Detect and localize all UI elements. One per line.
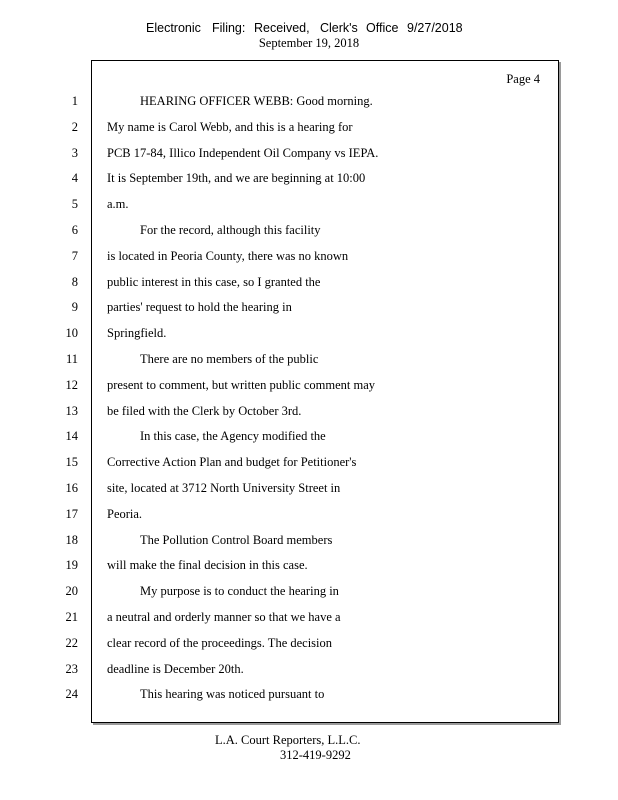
line-number: 19	[65, 558, 78, 573]
line-number: 7	[71, 248, 78, 263]
line-text: site, located at 3712 North University Street in	[107, 481, 341, 495]
line-number: 15	[65, 455, 78, 470]
line-text: In this case, the Agency modified the	[140, 429, 326, 444]
stamp-word: Office	[366, 21, 399, 35]
line-number: 4	[71, 171, 78, 186]
line-number: 3	[71, 145, 78, 160]
transcript-line	[0, 687, 618, 707]
line-number: 2	[71, 119, 78, 134]
transcript-line	[0, 300, 618, 320]
line-number: 12	[65, 377, 78, 392]
reporter-company: L.A. Court Reporters, L.L.C.	[215, 733, 361, 747]
transcript-line	[0, 533, 618, 553]
line-number: 13	[65, 403, 78, 418]
line-text: My purpose is to conduct the hearing in	[140, 584, 339, 599]
transcript-line	[0, 275, 618, 295]
transcript-line	[0, 249, 618, 269]
line-number: 21	[65, 610, 78, 624]
transcript-line	[0, 610, 618, 630]
line-number: 11	[65, 352, 78, 366]
line-number: 1	[71, 94, 78, 108]
line-text: be filed with the Clerk by October 3rd.	[107, 403, 302, 418]
line-text: public interest in this case, so I granted the	[107, 274, 321, 289]
line-number: 24	[65, 687, 78, 702]
line-text: a neutral and orderly manner so that we have a	[107, 610, 341, 624]
stamp-word: Clerk's	[320, 21, 358, 35]
line-text: parties' request to hold the hearing in	[107, 300, 292, 315]
line-text: will make the final decision in this case.	[107, 558, 308, 573]
transcript-line	[0, 120, 618, 140]
line-number: 6	[71, 223, 78, 237]
transcript-line	[0, 146, 618, 166]
transcript-line	[0, 455, 618, 475]
line-text: My name is Carol Webb, and this is a hearing for	[107, 119, 353, 134]
transcript-line	[0, 429, 618, 449]
line-text: It is September 19th, and we are beginning at 10:00	[107, 171, 366, 186]
line-text: Springfield.	[107, 326, 167, 341]
line-number: 10	[65, 326, 78, 341]
line-number: 22	[65, 635, 78, 650]
line-number: 16	[65, 481, 78, 495]
transcript-line	[0, 352, 618, 372]
line-text: a.m.	[107, 197, 129, 212]
stamp-word: Filing:	[212, 21, 246, 35]
line-text: is located in Peoria County, there was no known	[107, 248, 349, 263]
line-number: 20	[65, 584, 78, 599]
reporter-phone: 312-419-9292	[280, 748, 351, 762]
line-text: This hearing was noticed pursuant to	[140, 687, 325, 702]
line-text: present to comment, but written public comment may	[107, 377, 375, 392]
transcript-line	[0, 94, 618, 114]
line-number: 8	[71, 274, 78, 289]
transcript-line	[0, 378, 618, 398]
transcript-line	[0, 584, 618, 604]
line-number: 5	[71, 197, 78, 212]
line-text: PCB 17-84, Illico Independent Oil Company vs IEPA.	[107, 145, 379, 160]
stamp-word: Electronic	[146, 21, 201, 35]
transcript-line	[0, 507, 618, 527]
line-text: There are no members of the public	[140, 352, 319, 366]
stamp-word: Received,	[254, 21, 310, 35]
line-text: Peoria.	[107, 506, 143, 521]
line-number: 23	[65, 661, 78, 676]
transcript-line	[0, 481, 618, 501]
line-text: deadline is December 20th.	[107, 661, 244, 676]
received-date: September 19, 2018	[258, 36, 360, 50]
transcript-line	[0, 197, 618, 217]
transcript-line	[0, 636, 618, 656]
transcript-line	[0, 326, 618, 346]
line-text: Corrective Action Plan and budget for Petitioner's	[107, 455, 357, 470]
line-number: 18	[65, 532, 78, 547]
line-number: 9	[71, 300, 78, 315]
transcript-line	[0, 558, 618, 578]
transcript-line	[0, 223, 618, 243]
line-text: The Pollution Control Board members	[140, 532, 333, 547]
transcript-line	[0, 171, 618, 191]
line-text: For the record, although this facility	[140, 223, 321, 237]
stamp-word: 9/27/2018	[407, 21, 463, 35]
page-number: Page 4	[506, 72, 540, 86]
line-text: clear record of the proceedings. The decision	[107, 635, 333, 650]
transcript-line	[0, 404, 618, 424]
line-number: 17	[65, 506, 78, 521]
line-text: HEARING OFFICER WEBB: Good morning.	[140, 94, 373, 108]
transcript-line	[0, 662, 618, 682]
line-number: 14	[65, 429, 78, 444]
